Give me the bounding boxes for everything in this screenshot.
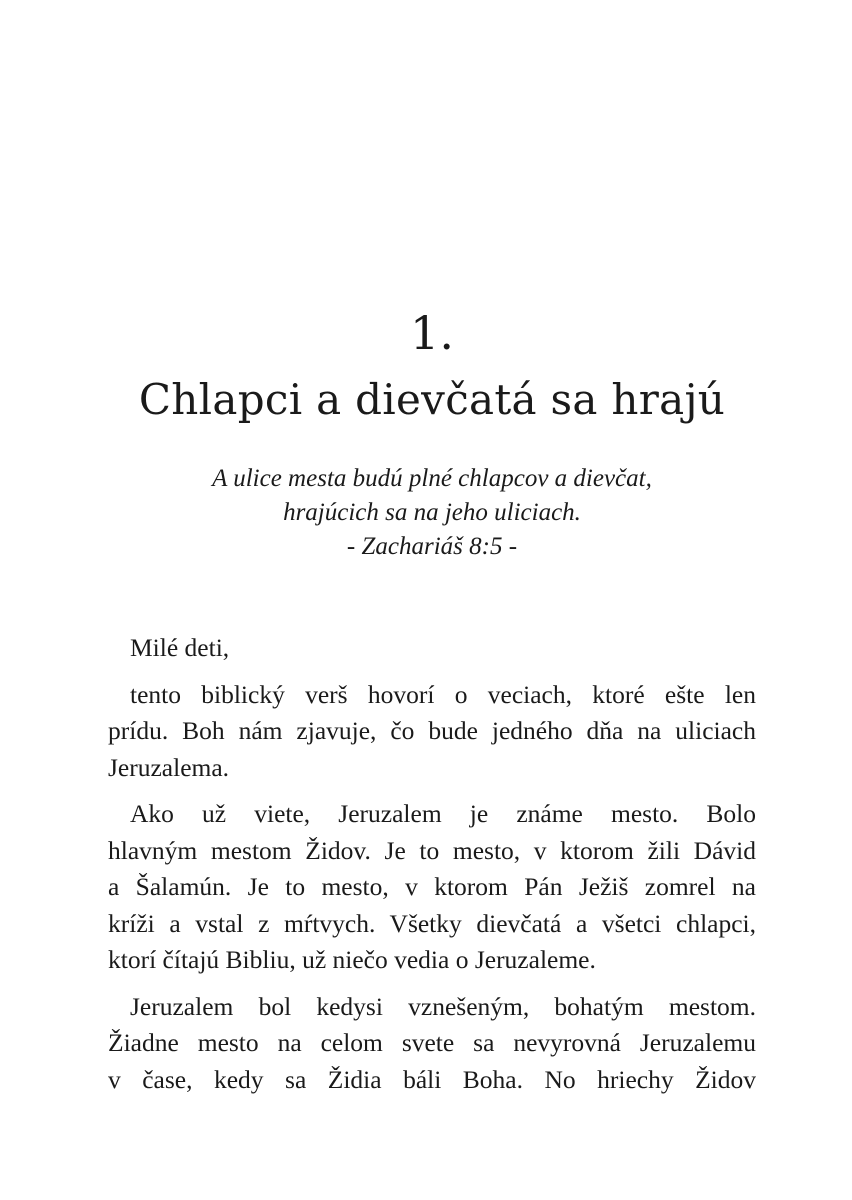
paragraph [108,677,756,787]
paragraph-line: v čase, kedy sa Židia báli Boha. No hriechy Židov [108,1064,756,1094]
paragraph-line: prídu. Boh nám zjavuje, čo bude jedného dňa na uliciach [108,716,756,745]
epigraph [108,462,756,564]
paragraph-line: kríži a vstal z mŕtvych. Všetky dievčatá a všetci chlapci, [108,908,756,938]
paragraph-line: ktorí čítajú Bibliu, už niečo vedia o Jeruzaleme. [108,945,596,974]
paragraph-line: a Šalamún. Je to mesto, v ktorom Pán Ježiš zomrel na [108,872,756,901]
paragraph-line: Ako už viete, Jeruzalem je známe mesto. Bolo [130,799,756,828]
paragraph-line: hlavným mestom Židov. Je to mesto, v ktorom žili Dávid [108,835,756,865]
chapter-number: 1. [410,306,454,360]
chapter-body [108,630,756,1108]
epigraph-reference: - Zachariáš 8:5 - [346,533,518,560]
paragraph-line: Jeruzalema. [108,752,230,782]
epigraph-line: A ulice mesta budú plné chlapcov a dievčat, [212,465,652,492]
paragraph-line: tento biblický verš hovorí o veciach, ktoré ešte len [130,679,756,709]
paragraph [108,796,756,979]
paragraph-line: Jeruzalem bol kedysi vznešeným, bohatým mestom. [130,991,756,1021]
paragraph [108,989,756,1099]
paragraph-line: Žiadne mesto na celom svete sa nevyrovná Jeruzalemu [108,1028,756,1057]
chapter-title: Chlapci a dievčatá sa hrajú [138,375,726,424]
book-page [108,0,756,1200]
epigraph-line: hrajúcich sa na jeho uliciach. [283,499,581,526]
greeting: Milé deti, [130,633,230,662]
